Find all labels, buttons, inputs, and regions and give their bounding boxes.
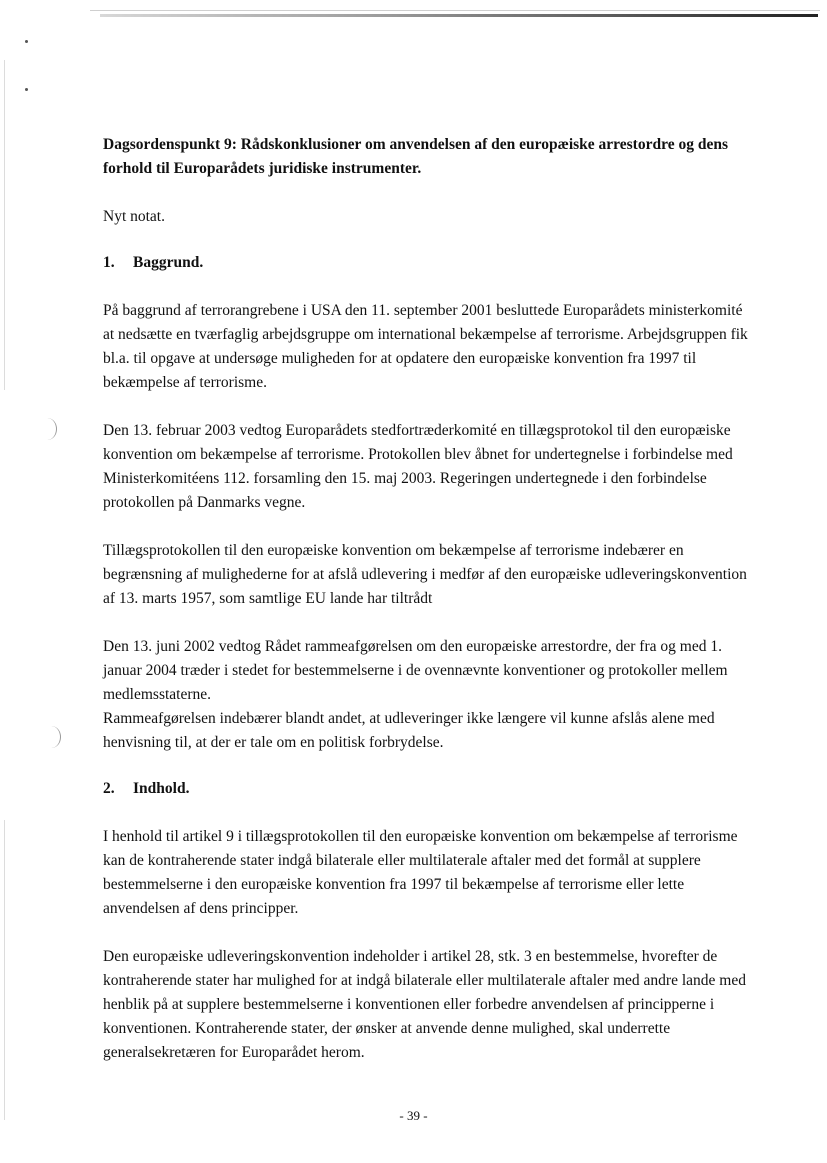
paragraph: På baggrund af terrorangrebene i USA den 11. september 2001 besluttede Europarådets ministerkomité at nedsætte en tværfaglig arbejdsgruppe om international bekæmpelse af terrorisme. Arbejdsgruppen fik bl.a. til opgave at undersøge muligheden for at opdatere den europæiske konvention fra 1997 til bekæmpelse af terrorisme. [103,302,748,391]
section-title: Baggrund. [133,254,204,271]
paragraph: Den 13. juni 2002 vedtog Rådet rammeafgørelsen om den europæiske arrestordre, der fra og med 1. januar 2004 træder i stedet for bestemmelserne i de ovennævnte konventioner og protokoller mellem medlemsstaterne. [103,638,728,703]
section-heading-1 [103,251,753,275]
paragraph: Rammeafgørelsen indebærer blandt andet, at udleveringer ikke længere vil kunne afslås alene med henvisning til, at der er tale om en politisk forbrydelse. [103,710,715,751]
scan-margin-line [4,820,5,1120]
section-number: 2. [103,780,115,797]
paragraph: Tillægsprotokollen til den europæiske konvention om bekæmpelse af terrorisme indebærer en begrænsning af mulighederne for at afslå udlevering i medfør af den europæiske udleveringskonvention af 13. marts 1957, som samtlige EU lande har tiltrådt [103,542,747,607]
hole-punch-mark [42,726,61,748]
document-note: Nyt notat. [103,208,165,225]
header-rule-thin [90,10,820,11]
scan-speck [25,40,28,43]
section-heading-2 [103,777,753,801]
section-number: 1. [103,254,115,271]
header-rule [100,14,818,17]
paragraph: Den 13. februar 2003 vedtog Europarådets stedfortræderkomité en tillægsprotokol til den europæiske konvention om bekæmpelse af terrorisme. Protokollen blev åbnet for undertegnelse i forbindelse med Ministerkomitéens 112. forsamling den 15. maj 2003. Regeringen undertegnede i den forbindelse protokollen på Danmarks vegne. [103,422,733,511]
document-title: Dagsordenspunkt 9: Rådskonklusioner om anvendelsen af den europæiske arrestordre og dens forhold til Europarådets juridiske instrumenter. [103,136,728,177]
paragraph: I henhold til artikel 9 i tillægsprotokollen til den europæiske konvention om bekæmpelse af terrorisme kan de kontraherende stater indgå bilaterale eller multilaterale aftaler med det formål at supplere bestemmelserne i den europæiske konvention fra 1997 til bekæmpelse af terrorisme eller lette anvendelsen af dens principper. [103,828,738,917]
document-body [103,133,753,1065]
paragraph: Den europæiske udleveringskonvention indeholder i artikel 28, stk. 3 en bestemmelse, hvorefter de kontraherende stater har mulighed for at indgå bilaterale eller multilaterale aftaler med andre lande med henblik på at supplere bestemmelserne i konventionen eller forbedre anvendelsen af principperne i konventionen. Kontraherende stater, der ønsker at anvende denne mulighed, skal underrette generalsekretæren for Europarådet herom. [103,948,746,1061]
scan-speck [25,88,28,91]
scan-margin-line [4,60,5,390]
hole-punch-mark [38,418,57,440]
section-title: Indhold. [133,780,190,797]
page-number: - 39 - [399,1108,428,1123]
